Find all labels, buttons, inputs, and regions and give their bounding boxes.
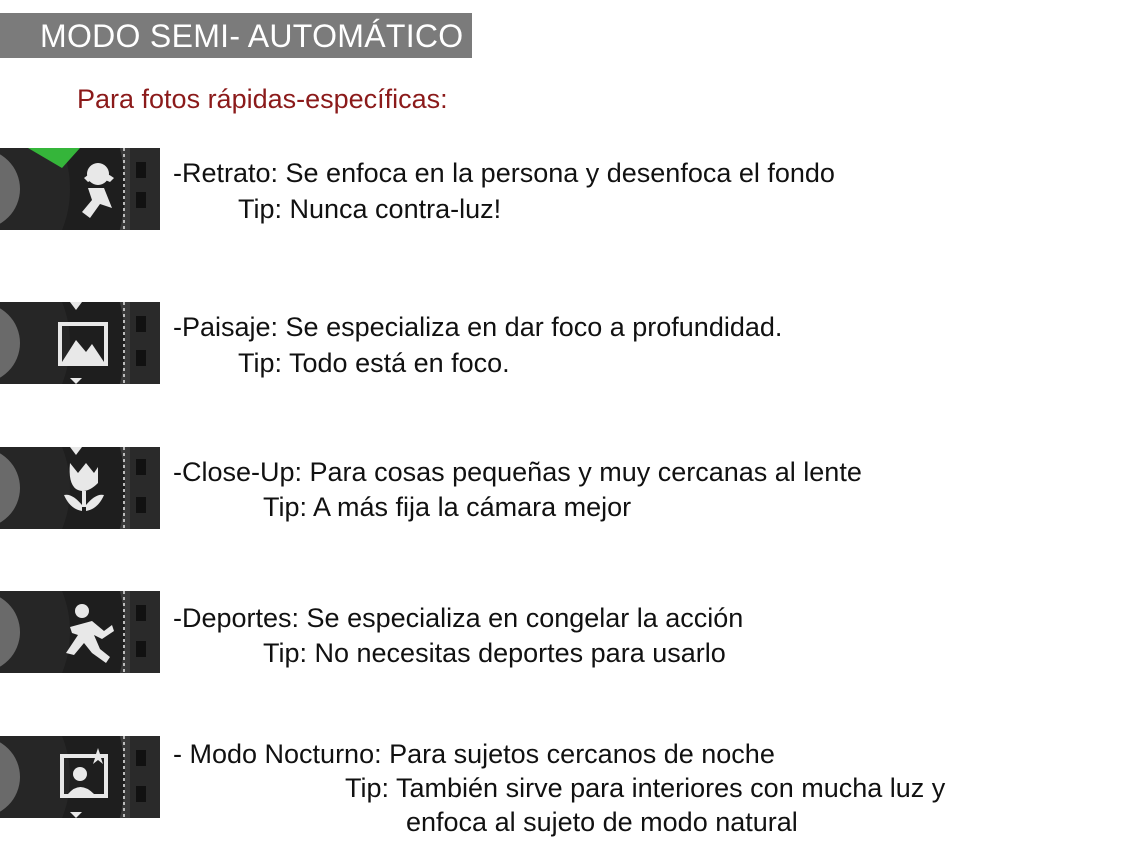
mode-description: -Retrato: Se enfoca en la persona y desenfoca el fondo	[173, 158, 835, 188]
portrait-mode-icon	[0, 148, 160, 230]
sports-mode-icon	[0, 591, 160, 673]
subtitle: Para fotos rápidas-específicas:	[77, 84, 448, 114]
page-title: MODO SEMI- AUTOMÁTICO	[40, 18, 464, 54]
mode-tip: Tip: A más fija la cámara mejor	[263, 492, 632, 522]
mode-tip: Tip: Nunca contra-luz!	[238, 194, 502, 224]
mode-description: - Modo Nocturno: Para sujetos cercanos de noche	[173, 739, 775, 769]
landscape-mode-icon	[0, 302, 160, 384]
mode-description: -Paisaje: Se especializa en dar foco a profundidad.	[173, 312, 783, 342]
night-portrait-mode-icon	[0, 736, 160, 818]
mode-tip: Tip: No necesitas deportes para usarlo	[263, 638, 726, 668]
mode-tip-continued: enfoca al sujeto de modo natural	[406, 807, 798, 837]
close-up-mode-icon	[0, 447, 160, 529]
mode-tip: Tip: Todo está en foco.	[238, 348, 510, 378]
title-bar	[0, 13, 472, 58]
mode-description: -Deportes: Se especializa en congelar la acción	[173, 603, 744, 633]
mode-tip: Tip: También sirve para interiores con mucha luz y	[345, 773, 946, 803]
mode-description: -Close-Up: Para cosas pequeñas y muy cercanas al lente	[173, 457, 862, 487]
